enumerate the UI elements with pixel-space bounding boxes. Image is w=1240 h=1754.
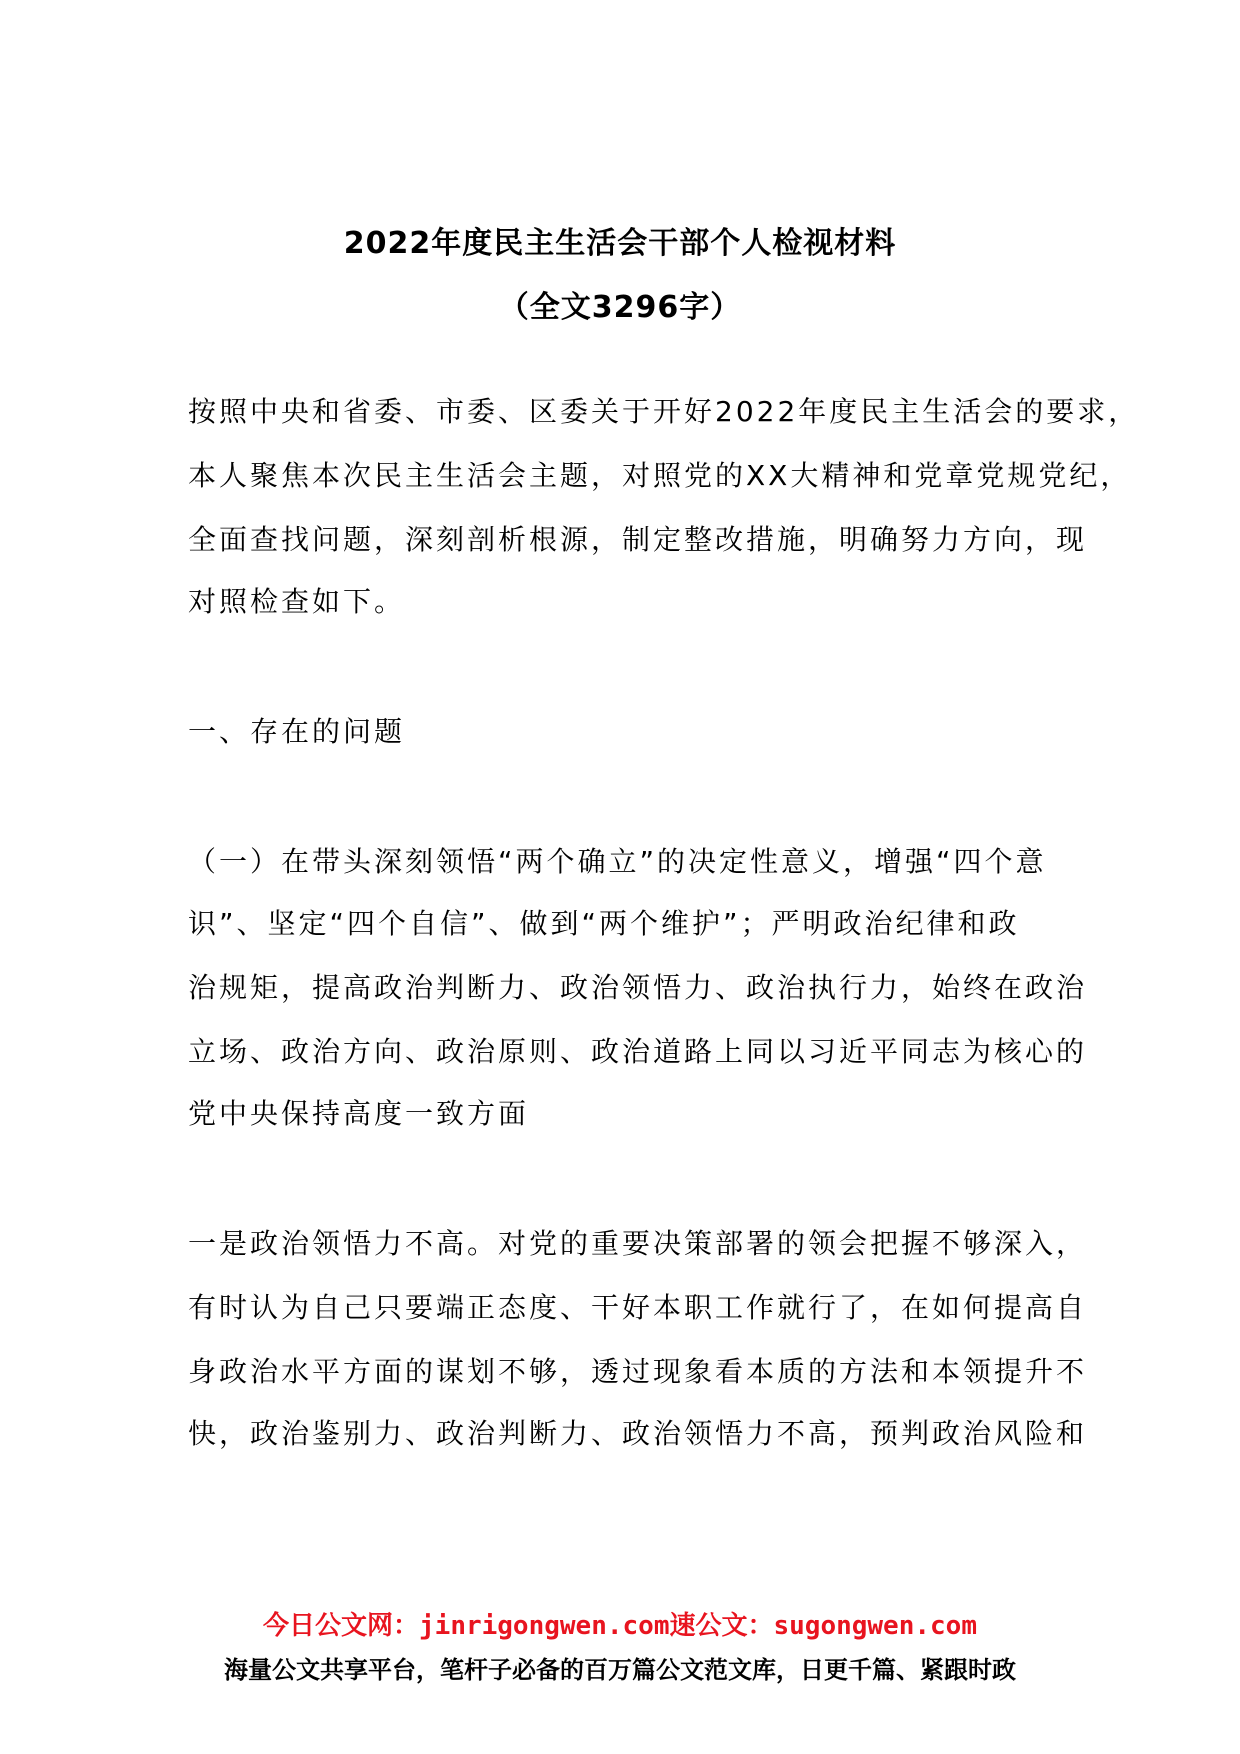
paragraph-line: 对照检查如下。 xyxy=(188,585,406,618)
paragraph-line: 一是政治领悟力不高。对党的重要决策部署的领会把握不够深入， xyxy=(188,1227,1088,1260)
paragraph-line: （一）在带头深刻领悟“两个确立”的决定性意义，增强“四个意 xyxy=(188,845,1047,878)
paragraph-line: 按照中央和省委、市委、区委关于开好2022年度民主生活会的要求， xyxy=(188,395,1140,428)
footer-banner xyxy=(0,1605,1240,1642)
paragraph-line: 党中央保持高度一致方面 xyxy=(188,1097,530,1130)
paragraph-line: 立场、政治方向、政治原则、政治道路上同以习近平同志为核心的 xyxy=(188,1035,1088,1068)
site2-link[interactable]: sugongwen.com xyxy=(773,1611,977,1641)
document-subtitle: （全文3296字） xyxy=(498,290,742,325)
section-heading: 一、存在的问题 xyxy=(188,715,406,748)
paragraph-line: 快，政治鉴别力、政治判断力、政治领悟力不高，预判政治风险和 xyxy=(188,1417,1088,1450)
paragraph-line: 治规矩，提高政治判断力、政治领悟力、政治执行力，始终在政治 xyxy=(188,971,1088,1004)
paragraph-line: 本人聚焦本次民主生活会主题，对照党的XX大精神和党章党规党纪， xyxy=(188,459,1132,492)
site2-name: 速公文： xyxy=(669,1611,774,1641)
site1-link[interactable]: jinrigongwen.com xyxy=(419,1611,670,1641)
paragraph-line: 识”、坚定“四个自信”、做到“两个维护”；严明政治纪律和政 xyxy=(188,907,1020,940)
document-title: 2022年度民主生活会干部个人检视材料 xyxy=(343,226,897,261)
paragraph-line: 有时认为自己只要端正态度、干好本职工作就行了，在如何提高自 xyxy=(188,1291,1088,1324)
site1-name: 今日公文网： xyxy=(263,1611,420,1641)
footer-slogan: 海量公文共享平台，笔杆子必备的百万篇公文范文库，日更千篇、紧跟时政 xyxy=(224,1656,1016,1684)
paragraph-line: 全面查找问题，深刻剖析根源，制定整改措施，明确努力方向，现 xyxy=(188,523,1088,556)
paragraph-line: 身政治水平方面的谋划不够，透过现象看本质的方法和本领提升不 xyxy=(188,1355,1088,1388)
